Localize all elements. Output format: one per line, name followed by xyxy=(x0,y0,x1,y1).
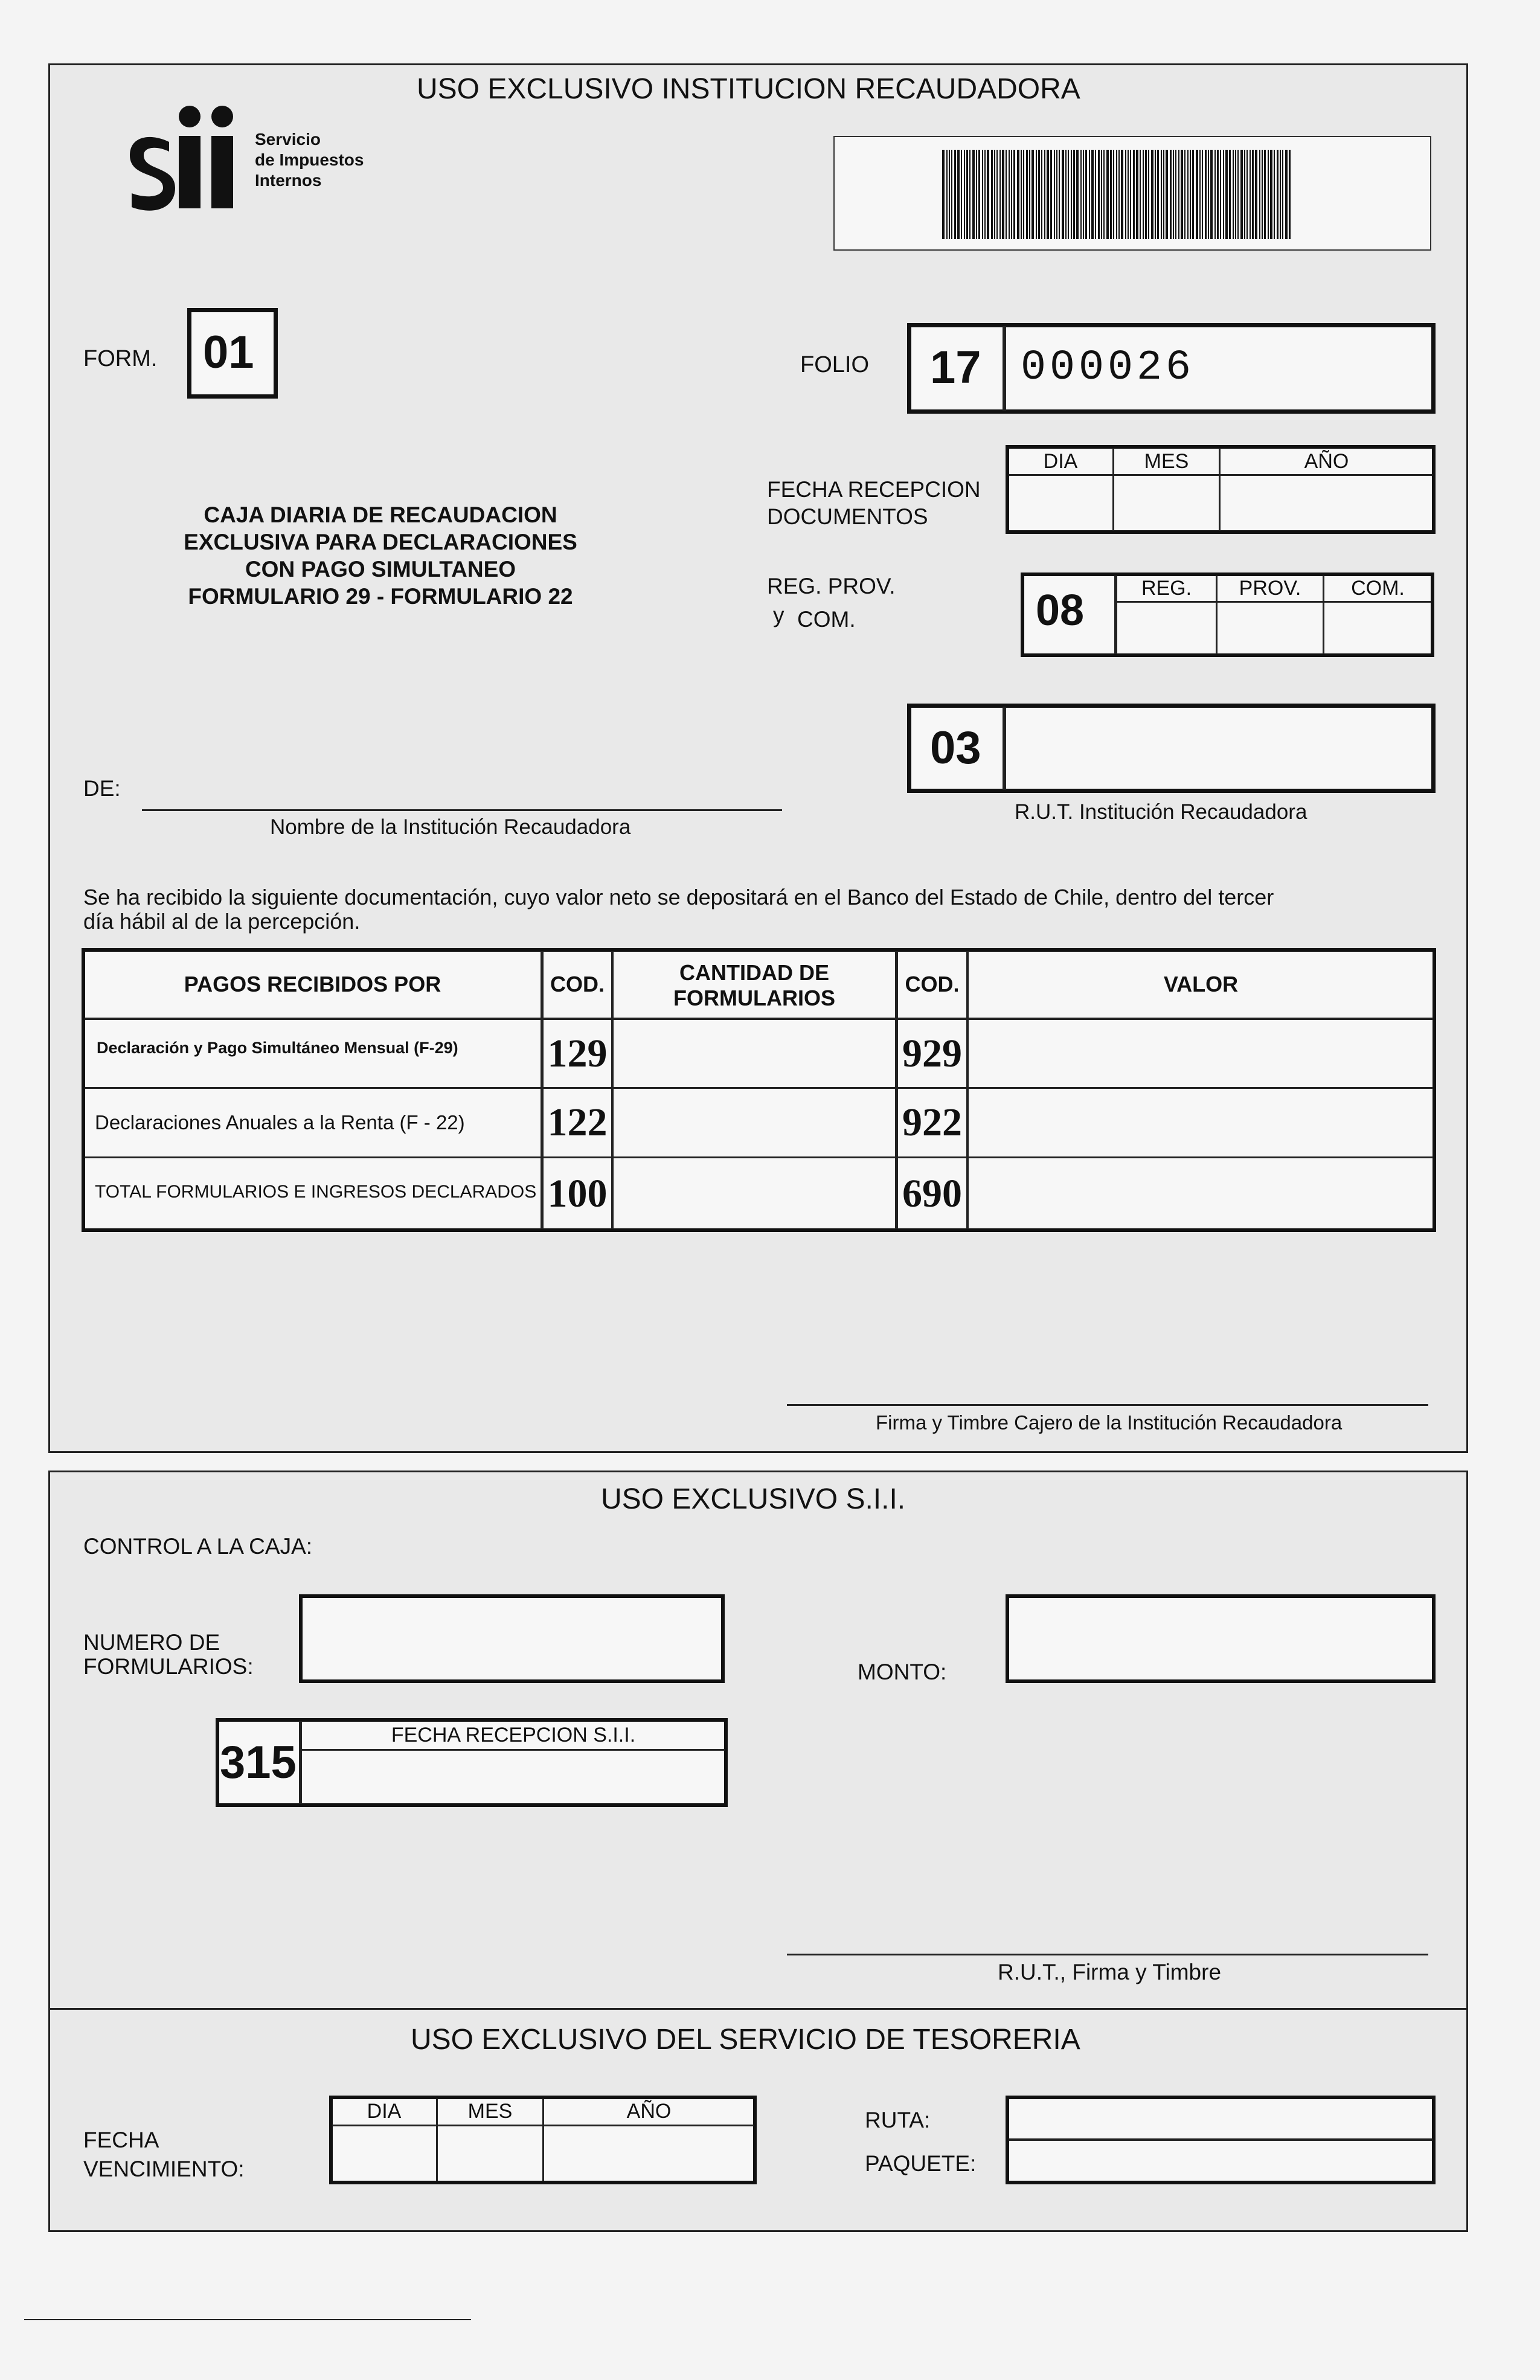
barcode-bar xyxy=(1130,150,1131,239)
barcode-bar xyxy=(1080,150,1082,239)
paquete-input[interactable] xyxy=(1009,2141,1433,2181)
row-valor-input[interactable] xyxy=(969,1158,1433,1229)
header-pagos: PAGOS RECIBIDOS POR xyxy=(184,972,441,996)
folio-prefix: 17 xyxy=(930,342,981,393)
barcode-bar xyxy=(1233,150,1234,239)
barcode-bar xyxy=(942,150,945,239)
barcode-bar xyxy=(1220,150,1221,239)
barcode-bar xyxy=(1143,150,1144,239)
de-input[interactable] xyxy=(142,773,782,808)
sii-firma-line xyxy=(787,1954,1428,1955)
barcode-bar xyxy=(1155,150,1156,239)
prov-col: PROV. xyxy=(1239,576,1301,600)
header-cantidad xyxy=(614,960,895,1011)
barcode-bar xyxy=(1289,150,1291,239)
barcode-bar xyxy=(1181,150,1183,239)
barcode-bar xyxy=(1059,150,1060,239)
fecha-sii-label: FECHA RECEPCION S.I.I. xyxy=(391,1723,636,1747)
sii-logo-icon xyxy=(127,100,242,214)
fecha-recepcion-label-1: FECHA RECEPCION xyxy=(767,477,981,502)
header-cantidad-2: FORMULARIOS xyxy=(673,986,835,1010)
row-valor-input[interactable] xyxy=(969,1089,1433,1156)
barcode-bar xyxy=(951,150,952,239)
barcode-bar xyxy=(1056,150,1057,239)
row-cod-1: 129 xyxy=(547,1031,608,1076)
barcode-bar xyxy=(1017,150,1019,239)
barcode-bar xyxy=(946,150,948,239)
barcode-bar xyxy=(1006,150,1007,239)
barcode-bar xyxy=(1274,150,1275,239)
row-cantidad-input[interactable] xyxy=(614,1020,895,1087)
barcode-bar xyxy=(1021,150,1022,239)
row-cantidad-input[interactable] xyxy=(614,1158,895,1229)
fecha-vencimiento-label-2: VENCIMIENTO: xyxy=(83,2157,245,2181)
fecha-vencimiento-dia: DIA xyxy=(367,2100,402,2123)
barcode-bar xyxy=(1041,150,1042,239)
barcode-bar xyxy=(1095,150,1096,239)
heading-line-3: CON PAGO SIMULTANEO xyxy=(245,557,516,582)
barcode-bar xyxy=(1229,150,1231,239)
barcode-bar xyxy=(1076,150,1079,239)
row-cod-1: 122 xyxy=(547,1100,608,1144)
heading-line-2: EXCLUSIVA PARA DECLARACIONES xyxy=(184,530,577,554)
barcode-bar xyxy=(1062,150,1064,239)
barcode-bar xyxy=(1050,150,1052,239)
barcode-bar xyxy=(1223,150,1224,239)
fecha-vencimiento-dia-input[interactable] xyxy=(332,2126,436,2181)
barcode-bar xyxy=(949,150,950,239)
barcode-bar xyxy=(1175,150,1176,239)
folio-divider xyxy=(1003,326,1006,411)
rut-caption: R.U.T. Institución Recaudadora xyxy=(1015,800,1307,824)
barcode-bar xyxy=(1013,150,1015,239)
fecha-sii-code: 315 xyxy=(220,1737,297,1788)
barcode-bar xyxy=(994,150,995,239)
fecha-recepcion-ano-input[interactable] xyxy=(1221,476,1433,531)
de-label: DE: xyxy=(83,776,121,801)
barcode-bar xyxy=(1011,150,1012,239)
barcode-bar xyxy=(1068,150,1069,239)
numero-formularios-label-2: FORMULARIOS: xyxy=(83,1654,254,1679)
barcode-bar xyxy=(1047,150,1049,239)
barcode-bar xyxy=(1250,150,1251,239)
barcode-bar xyxy=(1199,150,1201,239)
barcode-bar xyxy=(1121,150,1123,239)
barcode-bar xyxy=(1031,150,1034,239)
barcode-bar xyxy=(966,150,968,239)
barcode-bar xyxy=(1190,150,1191,239)
barcode-bar xyxy=(1125,150,1126,239)
barcode-bar xyxy=(1208,150,1209,239)
barcode-bar xyxy=(1262,150,1263,239)
ruta-label: RUTA: xyxy=(865,2108,931,2132)
barcode-bar xyxy=(1166,150,1168,239)
barcode-bar xyxy=(1170,150,1172,239)
barcode-bar xyxy=(1187,150,1189,239)
fecha-vencimiento-ano-input[interactable] xyxy=(544,2126,754,2181)
com-input[interactable] xyxy=(1324,603,1431,654)
monto-input[interactable] xyxy=(1006,1594,1436,1683)
fecha-recepcion-label-2: DOCUMENTOS xyxy=(767,504,928,529)
header-cod-2: COD. xyxy=(905,972,960,996)
reg-prov-label-2: COM. xyxy=(797,607,856,632)
reg-input[interactable] xyxy=(1117,603,1216,654)
barcode-bar xyxy=(1136,150,1138,239)
barcode-bar xyxy=(1118,150,1120,239)
barcode-bar xyxy=(982,150,983,239)
barcode-bar xyxy=(1225,150,1228,239)
barcode-bar xyxy=(1163,150,1164,239)
barcode-bar xyxy=(1255,150,1257,239)
barcode-bar xyxy=(1071,150,1072,239)
row-cod-2: 922 xyxy=(902,1100,962,1144)
barcode-bar xyxy=(954,150,956,239)
barcode-bar xyxy=(1173,150,1174,239)
header-cod-1: COD. xyxy=(550,972,605,996)
barcode-bar xyxy=(1101,150,1102,239)
barcode-bar xyxy=(964,150,965,239)
firma-cajero-area[interactable] xyxy=(787,1353,1428,1402)
rut-box-divider xyxy=(1003,707,1006,790)
barcode-bar xyxy=(1259,150,1260,239)
sii-title: USO EXCLUSIVO S.I.I. xyxy=(601,1483,906,1515)
fecha-recepcion-dia: DIA xyxy=(1043,449,1078,473)
barcode-icon xyxy=(942,150,1292,239)
tesoreria-title: USO EXCLUSIVO DEL SERVICIO DE TESORERIA xyxy=(411,2024,1080,2056)
barcode-bar xyxy=(1285,150,1288,239)
rut-input[interactable] xyxy=(1007,708,1431,789)
barcode-bar xyxy=(1009,150,1010,239)
barcode-bar xyxy=(1157,150,1159,239)
barcode-bar xyxy=(1280,150,1281,239)
folio-label: FOLIO xyxy=(800,352,870,377)
fecha-vencimiento-ano: AÑO xyxy=(626,2100,672,2123)
barcode-bar xyxy=(1277,150,1279,239)
barcode-bar xyxy=(1002,150,1004,239)
barcode-bar xyxy=(1140,150,1141,239)
form-number: 01 xyxy=(203,327,254,378)
row-cantidad-input[interactable] xyxy=(614,1089,895,1156)
header-cantidad-1: CANTIDAD DE xyxy=(679,960,829,985)
barcode-bar xyxy=(1240,150,1243,239)
barcode-bar xyxy=(1054,150,1055,239)
barcode-bar xyxy=(1023,150,1024,239)
barcode-bar xyxy=(1065,150,1067,239)
barcode-bar xyxy=(1246,150,1248,239)
barcode-bar xyxy=(1252,150,1254,239)
barcode-bar xyxy=(999,150,1001,239)
barcode-bar xyxy=(996,150,998,239)
paquete-label: PAQUETE: xyxy=(865,2151,977,2176)
barcode-bar xyxy=(1268,150,1269,239)
barcode-bar xyxy=(1235,150,1236,239)
barcode-bar xyxy=(1214,150,1216,239)
notice-line-2: día hábil al de la percepción. xyxy=(83,909,361,934)
ruta-input[interactable] xyxy=(1009,2099,1433,2138)
barcode-bar xyxy=(1244,150,1245,239)
fecha-recepcion-dia-input[interactable] xyxy=(1009,476,1112,531)
barcode-bar xyxy=(957,150,960,239)
numero-formularios-input[interactable] xyxy=(299,1594,725,1683)
barcode-bar xyxy=(991,150,993,239)
notice-line-1: Se ha recibido la siguiente documentación, cuyo valor neto se depositará en el Banco del Estado de Chile, dentro del tercer xyxy=(83,885,1274,909)
logo-text-3: Internos xyxy=(255,171,322,190)
fecha-recepcion-label xyxy=(767,476,981,530)
fecha-recepcion-mes-input[interactable] xyxy=(1114,476,1219,531)
barcode-bar xyxy=(1237,150,1239,239)
barcode-bar xyxy=(1106,150,1109,239)
header-title: USO EXCLUSIVO INSTITUCION RECAUDADORA xyxy=(417,73,1080,105)
prov-input[interactable] xyxy=(1218,603,1323,654)
row-label: Declaraciones Anuales a la Renta (F - 22) xyxy=(95,1111,465,1134)
control-caja-label: CONTROL A LA CAJA: xyxy=(83,1534,313,1559)
barcode-bar xyxy=(1178,150,1179,239)
logo-text-1: Servicio xyxy=(255,130,321,149)
barcode-bar xyxy=(1161,150,1162,239)
numero-formularios-label xyxy=(83,1631,254,1679)
fecha-vencimiento-label xyxy=(83,2126,245,2184)
barcode-bar xyxy=(1029,150,1030,239)
reg-col: REG. xyxy=(1141,576,1192,600)
fecha-vencimiento-label-1: FECHA xyxy=(83,2128,159,2152)
barcode-bar xyxy=(1091,150,1094,239)
barcode-bar xyxy=(987,150,989,239)
numero-formularios-label-1: NUMERO DE xyxy=(83,1630,220,1655)
barcode-bar xyxy=(961,150,962,239)
reg-prov-code: 08 xyxy=(1036,586,1085,635)
barcode-bar xyxy=(1083,150,1084,239)
fecha-sii-input[interactable] xyxy=(302,1751,725,1804)
barcode-bar xyxy=(1210,150,1213,239)
logo-text-2: de Impuestos xyxy=(255,150,364,169)
row-cod-2: 929 xyxy=(902,1031,962,1076)
sii-firma-area[interactable] xyxy=(787,1902,1428,1952)
barcode-bar xyxy=(1264,150,1266,239)
row-valor-input[interactable] xyxy=(969,1020,1433,1087)
row-label: Declaración y Pago Simultáneo Mensual (F-29) xyxy=(97,1039,458,1057)
barcode-bar xyxy=(1073,150,1075,239)
barcode-bar xyxy=(984,150,986,239)
rut-code: 03 xyxy=(930,722,981,774)
barcode-bar xyxy=(1128,150,1129,239)
barcode-bar xyxy=(1026,150,1028,239)
barcode-bar xyxy=(1217,150,1219,239)
bottom-rule xyxy=(24,2319,471,2320)
barcode-bar xyxy=(1038,150,1040,239)
firma-cajero-caption: Firma y Timbre Cajero de la Institución Recaudadora xyxy=(876,1411,1343,1434)
sii-firma-caption: R.U.T., Firma y Timbre xyxy=(998,1960,1222,1984)
row-cod-2: 690 xyxy=(902,1171,962,1216)
fecha-recepcion-ano: AÑO xyxy=(1304,449,1349,473)
monto-label: MONTO: xyxy=(858,1660,947,1684)
barcode-bar xyxy=(1205,150,1207,239)
fecha-vencimiento-mes-input[interactable] xyxy=(438,2126,542,2181)
de-caption: Nombre de la Institución Recaudadora xyxy=(270,815,631,839)
barcode-bar xyxy=(1103,150,1105,239)
barcode-bar xyxy=(1148,150,1149,239)
barcode-bar xyxy=(1036,150,1037,239)
firma-cajero-line xyxy=(787,1404,1428,1406)
barcode-bar xyxy=(1192,150,1194,239)
barcode-bar xyxy=(1044,150,1045,239)
barcode-bar xyxy=(976,150,977,239)
barcode-bar xyxy=(978,150,980,239)
reg-prov-label-y: y xyxy=(773,603,784,627)
folio-number: 000026 xyxy=(1021,344,1195,392)
barcode-bar xyxy=(1085,150,1087,239)
de-underline xyxy=(142,809,782,811)
barcode-bar xyxy=(1282,150,1283,239)
barcode-bar xyxy=(1113,150,1114,239)
barcode-bar xyxy=(1270,150,1272,239)
com-col: COM. xyxy=(1351,576,1405,600)
sii-logo xyxy=(127,100,429,214)
fecha-vencimiento-mes: MES xyxy=(467,2100,513,2123)
barcode-bar xyxy=(1089,150,1090,239)
barcode-bar xyxy=(1116,150,1117,239)
barcode-bar xyxy=(1098,150,1100,239)
header-valor: VALOR xyxy=(1163,972,1239,996)
row-cod-1: 100 xyxy=(547,1171,608,1216)
reg-prov-label-1: REG. PROV. xyxy=(767,574,896,598)
barcode-bar xyxy=(972,150,975,239)
barcode-bar xyxy=(969,150,971,239)
barcode-bar xyxy=(1110,150,1112,239)
heading-line-4: FORMULARIO 29 - FORMULARIO 22 xyxy=(188,584,573,609)
barcode-bar xyxy=(1184,150,1185,239)
form-heading xyxy=(139,501,622,610)
barcode-bar xyxy=(1196,150,1198,239)
fecha-recepcion-mes: MES xyxy=(1144,449,1189,473)
barcode-bar xyxy=(1145,150,1147,239)
barcode-bar xyxy=(1151,150,1153,239)
heading-line-1: CAJA DIARIA DE RECAUDACION xyxy=(204,502,557,527)
form-label: FORM. xyxy=(83,346,158,371)
barcode-bar xyxy=(1202,150,1203,239)
row-label: TOTAL FORMULARIOS E INGRESOS DECLARADOS xyxy=(95,1182,537,1202)
barcode-bar xyxy=(1133,150,1135,239)
